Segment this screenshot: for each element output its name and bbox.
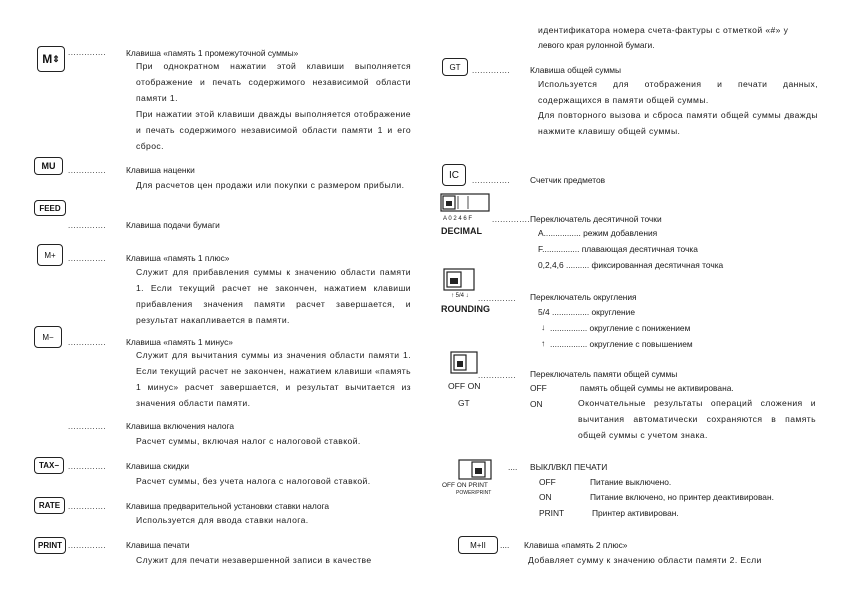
grand-total-desc1: Используется для отображения и печати данных, содержащихся в памяти общей суммы. bbox=[538, 79, 818, 105]
mplus2-key-label: M+II bbox=[470, 540, 486, 550]
gt-switch-label: GT bbox=[458, 398, 470, 408]
item-counter-title: Счетчик предметов bbox=[530, 175, 606, 185]
power-on: ON bbox=[539, 492, 552, 502]
memory1-plus-title: Клавиша «память 1 плюс» bbox=[126, 253, 230, 263]
tax-plus-desc: Расчет суммы, включая налог с налоговой ставкой. bbox=[136, 436, 361, 446]
continued-line-1: идентификатора номера счета-фактуры с отметкой «#» у bbox=[538, 25, 789, 35]
gt-switch-off: OFF bbox=[530, 383, 547, 393]
grand-total-key bbox=[442, 58, 468, 76]
grand-total-title: Клавиша общей суммы bbox=[530, 65, 621, 75]
rounding-up: ................ округление с повышением bbox=[550, 339, 693, 349]
markup-key bbox=[34, 157, 63, 175]
up-down-arrow-icon: ⇕ bbox=[52, 53, 60, 64]
power-off: OFF bbox=[539, 477, 556, 487]
power-print-positions: OFF ON PRINT bbox=[442, 482, 488, 489]
leader-dots: .............. bbox=[472, 176, 511, 185]
memory1-minus-title: Клавиша «память 1 минус» bbox=[126, 337, 233, 347]
leader-dots: .............. bbox=[68, 462, 107, 471]
gt-switch-icon bbox=[450, 351, 478, 375]
print-title: Клавиша печати bbox=[126, 540, 190, 550]
mu-key-label: MU bbox=[41, 161, 56, 171]
power-print: PRINT bbox=[539, 508, 565, 518]
decimal-switch-icon bbox=[440, 193, 490, 213]
print-key-label: PRINT bbox=[38, 541, 62, 550]
memory2-plus-title: Клавиша «память 2 плюс» bbox=[524, 540, 628, 550]
markup-title: Клавиша наценки bbox=[126, 165, 195, 175]
leader-dots: .............. bbox=[478, 294, 517, 303]
print-key bbox=[34, 537, 66, 554]
memory1-plus-desc: Служит для прибавления суммы к значению области памяти 1. Если текущий расчет не закончен, нажатием клавиши прибавления значения памяти расчет завершается, и результат накапливается в памяти. bbox=[136, 267, 411, 325]
memory1-subtotal-key bbox=[37, 46, 65, 72]
memory2-plus-key bbox=[458, 536, 498, 554]
leader-dots: .............. bbox=[68, 254, 107, 263]
memory1-plus-key bbox=[37, 244, 63, 266]
decimal-label: DECIMAL bbox=[441, 226, 482, 236]
gt-key-label: GT bbox=[449, 62, 461, 72]
print-desc: Служит для печати незавершенной записи в качестве bbox=[136, 555, 372, 565]
tax-plus-title: Клавиша включения налога bbox=[126, 421, 235, 431]
gt-switch-off-desc: память общей суммы не активирована. bbox=[580, 383, 734, 393]
m-key-label: M bbox=[42, 52, 53, 66]
gt-switch-on-desc: Окончательные результаты операций сложения и вычитания автоматически сохраняются в память общей суммы с учетом знака. bbox=[578, 398, 816, 440]
gt-switch-positions: OFF ON bbox=[448, 381, 481, 391]
power-leader: .... bbox=[508, 462, 518, 472]
power-print-title: ВЫКЛ/ВКЛ ПЕЧАТИ bbox=[530, 462, 608, 472]
gt-switch-title: Переключатель памяти общей суммы bbox=[530, 369, 678, 379]
rounding-title: Переключатель округления bbox=[530, 292, 637, 302]
decimal-f: F................ плавающая десятичная точка bbox=[538, 244, 698, 254]
ic-key-label: IC bbox=[449, 169, 459, 181]
feed-key-label: FEED bbox=[39, 203, 61, 213]
leader-dots: .............. bbox=[478, 371, 517, 380]
power-off-desc: Питание выключено. bbox=[590, 477, 672, 487]
leader-dots: .............. bbox=[68, 422, 107, 431]
mminus-key-label: M− bbox=[42, 332, 54, 342]
rounding-label: ROUNDING bbox=[441, 304, 490, 314]
markup-desc: Для расчетов цен продажи или покупки с размером прибыли. bbox=[136, 180, 405, 190]
feed-key bbox=[34, 200, 66, 216]
memory2-leader: .... bbox=[500, 540, 510, 550]
power-print-desc: Принтер активирован. bbox=[592, 508, 679, 518]
rounding-switch-icon bbox=[443, 268, 475, 292]
memory1-minus-key bbox=[34, 326, 62, 348]
leader-dots: .............. bbox=[68, 166, 107, 175]
memory2-plus-desc: Добавляет сумму к значению области памяти 2. Если bbox=[528, 555, 762, 565]
leader-dots: .............. bbox=[492, 215, 531, 224]
decimal-fixed: 0,2,4,6 .......... фиксированная десятичная точка bbox=[538, 260, 724, 270]
leader-dots: .............. bbox=[68, 221, 107, 230]
continued-line-2: левого края рулонной бумаги. bbox=[538, 40, 655, 50]
memory1-subtotal-desc: При однократном нажатии этой клавиши выполняется отображение и печать содержимого независимой области памяти 1. bbox=[136, 61, 411, 103]
mplus-key-label: M+ bbox=[44, 250, 56, 260]
up-arrow-icon: ↑ bbox=[541, 338, 546, 348]
feed-title: Клавиша подачи бумаги bbox=[126, 220, 220, 230]
tax-minus-desc: Расчет суммы, без учета налога с налоговой ставкой. bbox=[136, 476, 371, 486]
tax-minus-key bbox=[34, 457, 64, 474]
leader-dots: .............. bbox=[472, 66, 511, 75]
decimal-scale: A 0 2 4 6 F bbox=[443, 216, 473, 222]
power-print-switch-icon bbox=[458, 459, 492, 481]
rounding-54: 5/4 ................ округление bbox=[538, 307, 635, 317]
decimal-title: Переключатель десятичной точки bbox=[530, 214, 662, 224]
power-print-label: POWER/PRINT bbox=[456, 490, 492, 496]
item-counter-key bbox=[442, 164, 466, 186]
power-on-desc: Питание включено, но принтер деактивирован. bbox=[590, 492, 774, 502]
tax-minus-title: Клавиша скидки bbox=[126, 461, 190, 471]
memory1-subtotal-desc2: При нажатии этой клавиши дважды выполняется отображение и печать содержимого независимой области памяти 1 и его сброс. bbox=[136, 109, 411, 151]
rate-key bbox=[34, 497, 65, 514]
down-arrow-icon: ↓ bbox=[541, 322, 546, 332]
rounding-down: ................ округление с понижением bbox=[550, 323, 691, 333]
leader-dots: .............. bbox=[68, 338, 107, 347]
leader-dots: .............. bbox=[68, 48, 107, 57]
leader-dots: .............. bbox=[68, 541, 107, 550]
rate-desc: Используется для ввода ставки налога. bbox=[136, 515, 309, 525]
memory1-minus-desc: Служит для вычитания суммы из значения области памяти 1. Если текущий расчет не закончен, нажатием клавиши «память 1 минус» расчет завершается, и результат вычитается из значения области памяти. bbox=[136, 350, 411, 408]
taxminus-key-label: TAX− bbox=[38, 461, 60, 470]
rate-title: Клавиша предварительной установки ставки налога bbox=[126, 501, 330, 511]
grand-total-desc2: Для повторного вызова и сброса памяти общей суммы дважды нажмите клавишу общей суммы. bbox=[538, 110, 818, 136]
leader-dots: .............. bbox=[68, 502, 107, 511]
memory1-subtotal-title: Клавиша «память 1 промежуточной суммы» bbox=[126, 48, 299, 58]
rounding-scale: ↑ 5/4 ↓ bbox=[451, 293, 469, 299]
decimal-a: A................ режим добавления bbox=[538, 228, 658, 238]
rate-key-label: RATE bbox=[38, 501, 61, 510]
gt-switch-on: ON bbox=[530, 399, 543, 409]
